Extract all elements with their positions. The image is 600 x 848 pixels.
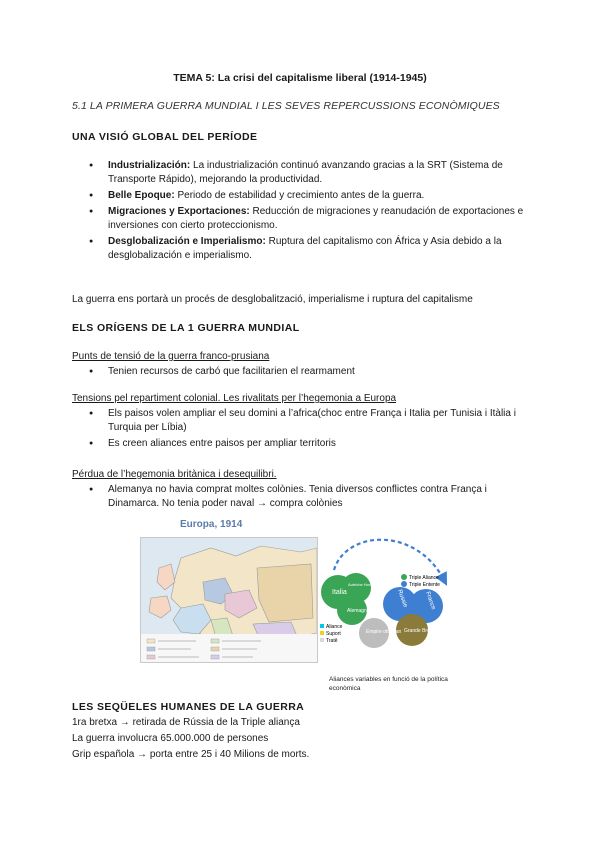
- diagram-label: Russie: [396, 588, 408, 609]
- bullet-text: Ruptura del capitalismo con África y Asia debido a la desglobalización e imperialismo.: [108, 236, 502, 261]
- diagram-label: Autriche Hongrie: [348, 582, 378, 587]
- bullet-text: Reducción de migraciones y reanudación de exportaciones e inversiones con cierto proteccionismo.: [108, 206, 524, 231]
- group-title: Punts de tensió de la guerra franco-prusiana: [72, 351, 270, 362]
- group-list: [72, 407, 532, 453]
- key-swatch: [320, 624, 324, 628]
- bullet-term: Desglobalización e Imperialismo:: [108, 236, 266, 247]
- heading-human-consequences: LES SEQÜELES HUMANES DE LA GUERRA: [72, 701, 305, 713]
- group-list: [72, 365, 532, 381]
- consequence-line: 1ra bretxa → retirada de Rússia de la Triple aliança: [72, 717, 300, 728]
- key-label: Suport: [326, 631, 341, 637]
- group-title: Tensions pel repartiment colonial. Les rivalitats per l’hegemonia a Europa: [72, 393, 397, 404]
- summary-paragraph: La guerra ens portarà un procés de desglobalització, imperialisme i ruptura del capitalisme: [72, 294, 473, 305]
- list-item: [72, 205, 532, 233]
- document-title: TEMA 5: La crisi del capitalisme liberal (1914-1945): [173, 72, 427, 84]
- diagram-label: Italia: [332, 589, 347, 596]
- key-swatch: [320, 631, 324, 635]
- alliances-diagram: [316, 530, 456, 662]
- map-title: Europa, 1914: [180, 519, 243, 530]
- alliance-shift-arrow: [334, 540, 444, 580]
- list-item: ● Alemanya no havia comprat moltes colònies. Tenia diversos conflictes contra França i Dinamarca. No tenia poder naval → compra colònies: [72, 483, 532, 511]
- key-label: Aliance: [326, 624, 343, 630]
- heading-origins: ELS ORÍGENS DE LA 1 GUERRA MUNDIAL: [72, 322, 300, 334]
- bullet-text: Periodo de estabilidad y crecimiento antes de la guerra.: [174, 190, 425, 201]
- diagram-label: France: [424, 590, 437, 611]
- figure-caption: Aliances variables en funció de la política econòmica: [329, 676, 448, 692]
- bullet-term: Industrialización:: [108, 160, 191, 171]
- consequence-line: La guerra involucra 65.000.000 de persones: [72, 733, 269, 744]
- bullet-term: Migraciones y Exportaciones:: [108, 206, 250, 217]
- key-swatch: [320, 638, 324, 642]
- key-label: Tratê: [326, 638, 338, 644]
- heading-global-view: UNA VISIÓ GLOBAL DEL PERÍODE: [72, 131, 258, 143]
- list-item: [72, 189, 532, 203]
- legend-swatch: [401, 574, 407, 580]
- diagram-label: Grande Bretagne: [404, 628, 443, 634]
- list-item: [72, 235, 532, 263]
- list-item: ● Els paisos volen ampliar el seu domini a l’africa(choc entre França i Italia per Tunisia i Itàlia i Turquia per Líbia): [72, 407, 532, 435]
- bullet-term: Belle Epoque:: [108, 190, 175, 201]
- group-title: Pérdua de l’hegemonia britànica i desequilibri.: [72, 469, 277, 480]
- europe-1914-map: [140, 537, 318, 663]
- list-item: ● Tenien recursos de carbó que facilitarien el rearmament: [72, 365, 532, 379]
- legend-label: Triple Aliance: [409, 575, 439, 581]
- diagram-label: Alemagne: [347, 608, 370, 614]
- consequence-line: Grip española → porta entre 25 i 40 Milions de morts.: [72, 749, 310, 760]
- bullet-text: La industrialización continuó avanzando gracias a la SRT (Sistema de Transporte Rápido), mejorando la productividad.: [108, 160, 503, 185]
- group-list: [72, 483, 532, 513]
- legend-label: Triple Entente: [409, 582, 440, 588]
- list-item: ● Es creen aliances entre paisos per ampliar territoris: [72, 437, 532, 451]
- legend-swatch: [401, 581, 407, 587]
- section-subtitle: 5.1 LA PRIMERA GUERRA MUNDIAL I LES SEVES REPERCUSSIONS ECONÒMIQUES: [72, 100, 500, 112]
- map-illustration: [141, 538, 317, 662]
- diagram-label: Empire ottoman: [366, 629, 402, 635]
- global-view-list: [72, 159, 532, 265]
- list-item: [72, 159, 532, 187]
